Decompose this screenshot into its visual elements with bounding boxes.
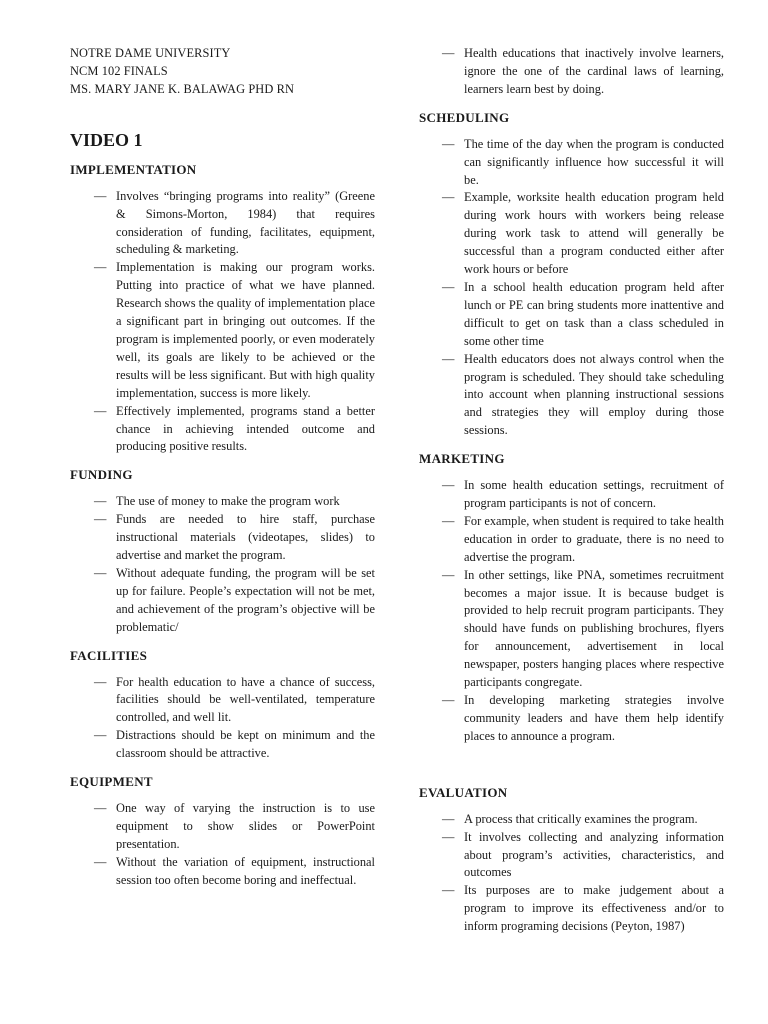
university-name: NOTRE DAME UNIVERSITY bbox=[70, 46, 231, 60]
list-item: — In a school health education program held after lunch or PE can bring students more inattentive and difficult to get on task than a class scheduled in some other time bbox=[419, 279, 724, 351]
list-item: — Involves “bringing programs into reality” (Greene & Simons-Morton, 1984) that requires consideration of funding, facilitates, equipment, scheduling & marketing. bbox=[70, 188, 375, 260]
document-header bbox=[70, 45, 375, 99]
list-item: — Health educators does not always control when the program is scheduled. They should take scheduling into account when planning instructional sessions and strategies they will employ during those sessions. bbox=[419, 351, 724, 441]
list-item: — In other settings, like PNA, sometimes recruitment becomes a major issue. It is because budget is provided to help recruit program participants. They should have funds on publishing brochures, flyers for announcement, advertisement in local newspaper, posters hanging places where respective participants congregate. bbox=[419, 567, 724, 692]
list-item: — Funds are needed to hire staff, purchase instructional materials (videotapes, slides) to advertise and market the program. bbox=[70, 511, 375, 565]
list-item: — A process that critically examines the program. bbox=[419, 811, 724, 829]
scheduling-list bbox=[419, 136, 724, 440]
evaluation-list bbox=[419, 811, 724, 936]
implementation-heading: IMPLEMENTATION bbox=[70, 161, 197, 177]
instructor-name: MS. MARY JANE K. BALAWAG PHD RN bbox=[70, 81, 295, 96]
section-gap bbox=[419, 754, 724, 774]
facilities-list bbox=[70, 674, 375, 764]
list-item: — Effectively implemented, programs stand a better chance in achieving intended outcome and producing positive results. bbox=[70, 403, 375, 457]
evaluation-heading: EVALUATION bbox=[419, 784, 508, 800]
list-item: — Its purposes are to make judgement about a program to improve its effectiveness and/or to inform programing decisions (Peyton, 1987) bbox=[419, 882, 724, 936]
list-item: — In developing marketing strategies involve community leaders and have them help identify places to announce a program. bbox=[419, 692, 724, 746]
list-item: — Example, worksite health education program held during work hours with workers being release during work task to attend will generally be successful than a program conducted either after work hours or before bbox=[419, 189, 724, 279]
implementation-list bbox=[70, 188, 375, 457]
funding-list bbox=[70, 493, 375, 636]
left-column bbox=[70, 45, 375, 898]
list-item: — For health education to have a chance of success, facilities should be well-ventilated, temperature controlled, and well lit. bbox=[70, 674, 375, 728]
list-item: — One way of varying the instruction is to use equipment to show slides or PowerPoint presentation. bbox=[70, 800, 375, 854]
list-item: — Without adequate funding, the program will be set up for failure. People’s expectation will not be met, and achievement of the program’s objective will be problematic/ bbox=[70, 565, 375, 637]
funding-heading: FUNDING bbox=[70, 467, 133, 483]
list-item: — Without the variation of equipment, instructional session too often become boring and ineffectual. bbox=[70, 854, 375, 890]
list-item: — Implementation is making our program works. Putting into practice of what we have planned. Research shows the quality of implementation place a significant part in bringing out outcomes. If the program is implemented poorly, or even moderately well, its goals are likely to be achieved or the results will be less significant. But with high quality implementation, success is more likely. bbox=[70, 259, 375, 402]
list-item: — Distractions should be kept on minimum and the classroom should be attractive. bbox=[70, 727, 375, 763]
marketing-list bbox=[419, 477, 724, 746]
continued-list bbox=[419, 45, 724, 99]
list-item: — The time of the day when the program is conducted can significantly influence how successful it will be. bbox=[419, 136, 724, 190]
facilities-heading: FACILITIES bbox=[70, 647, 148, 663]
video-title: VIDEO 1 bbox=[70, 129, 143, 150]
list-item: — It involves collecting and analyzing information about program’s activities, characteristics, and outcomes bbox=[419, 829, 724, 883]
right-column bbox=[419, 45, 724, 944]
course-name: NCM 102 FINALS bbox=[70, 63, 168, 78]
scheduling-heading: SCHEDULING bbox=[419, 109, 510, 125]
list-item: — Health educations that inactively involve learners, ignore the one of the cardinal laws of learning, learners learn best by doing. bbox=[419, 45, 724, 99]
list-item: — The use of money to make the program work bbox=[70, 493, 375, 511]
marketing-heading: MARKETING bbox=[419, 451, 505, 467]
equipment-heading: EQUIPMENT bbox=[70, 774, 153, 790]
list-item: — In some health education settings, recruitment of program participants is not of concern. bbox=[419, 477, 724, 513]
equipment-list bbox=[70, 800, 375, 890]
list-item: — For example, when student is required to take health education in order to graduate, there is no need to advertise the program. bbox=[419, 513, 724, 567]
